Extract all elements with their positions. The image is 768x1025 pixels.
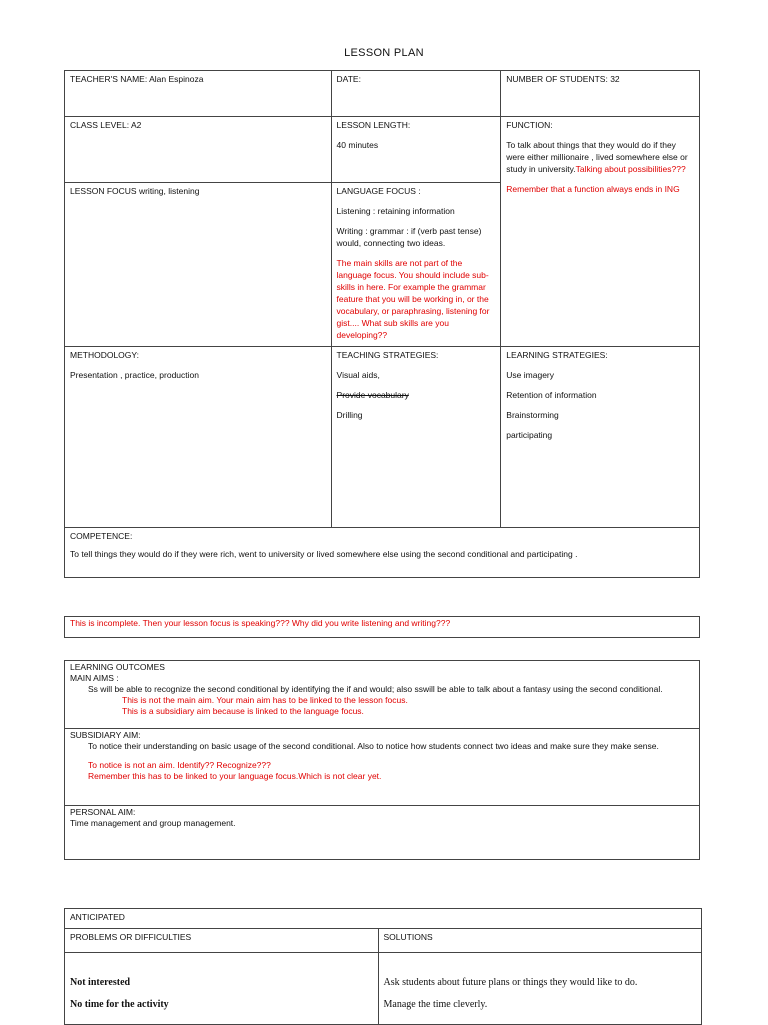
main-aims-label: MAIN AIMS :: [70, 673, 119, 683]
learning-strategies-label: LEARNING STRATEGIES:: [506, 350, 608, 360]
function-comment: Talking about possibilities???: [575, 164, 686, 174]
learning-outcomes-box: [64, 660, 700, 860]
main-aims-comment: This is a subsidiary aim because is linked to the language focus.: [122, 706, 364, 716]
personal-aim-text: Time management and group management.: [70, 818, 236, 828]
language-focus-cell: [331, 183, 501, 347]
class-level: CLASS LEVEL: A2: [65, 117, 332, 183]
learning-item: Retention of information: [506, 390, 597, 400]
subsidiary-aim-text: To notice their understanding on basic usage of the second conditional. Also to notice how students connect two ideas and make sure they make sense.: [88, 741, 659, 751]
language-focus-writing: Writing : grammar : if (verb past tense) would, connecting two ideas.: [336, 226, 482, 248]
problem-item: Not interested: [70, 977, 131, 988]
problems-header: PROBLEMS OR DIFFICULTIES: [65, 929, 379, 953]
lesson-length-cell: [331, 117, 501, 183]
language-focus-listening: Listening : retaining information: [336, 206, 455, 216]
function-comment-ing: Remember that a function always ends in ING: [506, 184, 680, 194]
anticipated-label: ANTICIPATED: [65, 909, 702, 929]
methodology-label: METHODOLOGY:: [70, 350, 139, 360]
solution-item: Ask students about future plans or things they would like to do.: [383, 977, 638, 988]
learning-strategies-cell: [501, 347, 700, 528]
teaching-strategies-cell: [331, 347, 501, 528]
teaching-item: Drilling: [336, 410, 363, 420]
teaching-item: Visual aids,: [336, 370, 380, 380]
main-aims-text: Ss will be able to recognize the second conditional by identifying the if and would; also sswill be able to talk about a fantasy using the second conditional.: [88, 684, 663, 694]
teaching-item-struck: Provide vocabulary: [336, 390, 409, 400]
learning-item: participating: [506, 430, 553, 440]
competence-value: To tell things they would do if they were rich, went to university or lived somewhere else using the second conditional and participating .: [70, 549, 578, 559]
lesson-length-label: LESSON LENGTH:: [336, 120, 411, 130]
lesson-plan-table: [64, 70, 700, 578]
solution-item: Manage the time cleverly.: [383, 999, 488, 1010]
function-label: FUNCTION:: [506, 120, 553, 130]
methodology-cell: [65, 347, 332, 528]
subsidiary-aim-section: [65, 729, 699, 806]
subsidiary-aim-comment: To notice is not an aim. Identify?? Recognize???: [88, 760, 271, 770]
personal-aim-section: [65, 806, 699, 830]
function-cell: [501, 117, 700, 347]
lesson-length-value: 40 minutes: [336, 140, 379, 150]
teacher-name: TEACHER'S NAME: Alan Espinoza: [65, 71, 332, 117]
main-aims-comment: This is not the main aim. Your main aim has to be linked to the lesson focus.: [122, 695, 408, 705]
anticipated-table: [64, 908, 702, 1025]
main-aims-section: [65, 661, 699, 729]
students-count: NUMBER OF STUDENTS: 32: [501, 71, 700, 117]
learning-item: Brainstorming: [506, 410, 559, 420]
learning-item: Use imagery: [506, 370, 555, 380]
function-text-body: To talk about things that they would do if they were either millionaire , lived somewhere else or study in university.: [506, 140, 688, 174]
personal-aim-label: PERSONAL AIM:: [70, 807, 136, 817]
teaching-strategies-label: TEACHING STRATEGIES:: [336, 350, 439, 360]
problems-cell: [65, 953, 379, 1025]
subsidiary-aim-comment: Remember this has to be linked to your language focus.Which is not clear yet.: [88, 771, 382, 781]
function-text: [506, 139, 694, 175]
learning-outcomes-label: LEARNING OUTCOMES: [70, 662, 165, 672]
methodology-value: Presentation , practice, production: [70, 370, 199, 380]
date-cell: DATE:: [331, 71, 501, 117]
solutions-header: SOLUTIONS: [378, 929, 701, 953]
lesson-focus: LESSON FOCUS writing, listening: [65, 183, 332, 347]
competence-cell: [65, 528, 700, 578]
subsidiary-aim-label: SUBSIDIARY AIM:: [70, 730, 141, 740]
competence-label: COMPETENCE:: [70, 531, 133, 541]
incomplete-comment: [64, 616, 700, 638]
language-focus-comment: The main skills are not part of the language focus. You should include sub-skills in here. For example the grammar feature that you will be working in, or the vocabulary, or paraphrasing, listening for gist.... What sub skills are you developing??: [336, 258, 490, 340]
problem-item: No time for the activity: [70, 999, 169, 1010]
page-title: LESSON PLAN: [344, 47, 424, 59]
incomplete-comment-text: This is incomplete. Then your lesson focus is speaking??? Why did you write listening and writing???: [70, 618, 451, 628]
solutions-cell: [378, 953, 701, 1025]
language-focus-label: LANGUAGE FOCUS :: [336, 186, 421, 196]
